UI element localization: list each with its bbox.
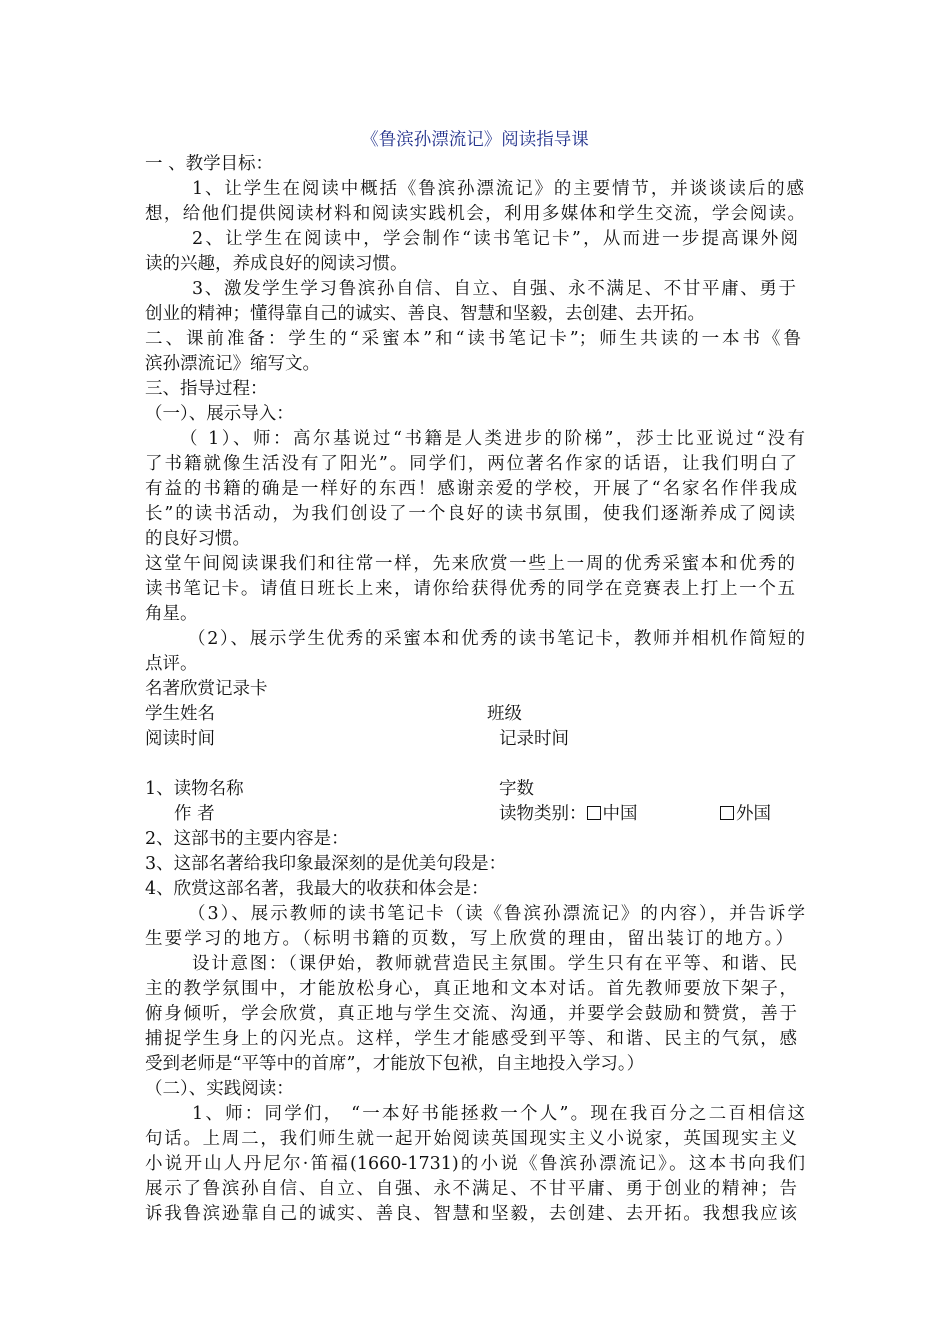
paragraph-line: 主的教学氛围中，才能放松身心，真正地和文本对话。首先教师要放下架子， bbox=[145, 979, 797, 999]
paragraph-line: 生要学习的地方。（标明书籍的页数，写上欣赏的理由，留出装订的地方。） bbox=[145, 929, 793, 949]
card-book-name: 1、读物名称 bbox=[145, 779, 244, 799]
paragraph-line: 设计意图：（课伊始，教师就营造民主氛围。学生只有在平等、和谐、民 bbox=[192, 954, 797, 974]
paragraph-line: （2）、展示学生优秀的采蜜本和优秀的读书笔记卡，教师并相机作简短的 bbox=[188, 629, 805, 649]
paragraph-line: 读书笔记卡。请值日班长上来，请你给获得优秀的同学在竞赛表上打上一个五 bbox=[145, 579, 795, 599]
paragraph-line: 受到老师是“平等中的首席”，才能放下包袱，自主地投入学习。） bbox=[145, 1054, 645, 1074]
section-heading-2: 二、课前准备：学生的“采蜜本”和“读书笔记卡”；师生共读的一本书《鲁 bbox=[145, 329, 801, 349]
paragraph-line: 点评。 bbox=[145, 654, 198, 674]
card-record-time: 记录时间 bbox=[499, 729, 569, 749]
card-item-2: 2、这部书的主要内容是： bbox=[145, 829, 349, 849]
paragraph-line: 的良好习惯。 bbox=[145, 529, 250, 549]
card-item-3: 3、这部名著给我印象最深刻的是优美句段是： bbox=[145, 854, 507, 874]
paragraph-line: 小说开山人丹尼尔·笛福(1660-1731)的小说《鲁滨孙漂流记》。这本书向我们 bbox=[145, 1154, 805, 1174]
card-category bbox=[499, 802, 638, 827]
paragraph-line: 2、让学生在阅读中，学会制作“读书笔记卡”，从而进一步提高课外阅 bbox=[192, 229, 798, 249]
card-student-name: 学生姓名 bbox=[145, 704, 215, 724]
card-category-label: 读物类别： bbox=[499, 804, 587, 824]
paragraph-line: 1、师：同学们， “一本好书能拯救一个人”。现在我百分之二百相信这 bbox=[192, 1104, 805, 1124]
card-item-4: 4、欣赏这部名著，我最大的收获和体会是： bbox=[145, 879, 489, 899]
paragraph-line: 想，给他们提供阅读材料和阅读实践机会，利用多媒体和学生交流，学会阅读。 bbox=[145, 204, 805, 224]
paragraph-line: 诉我鲁滨逊靠自己的诚实、善良、智慧和坚毅，去创建、去开拓。我想我应该 bbox=[145, 1204, 797, 1224]
card-class: 班级 bbox=[487, 704, 522, 724]
section-heading-3: 三、指导过程： bbox=[145, 379, 268, 399]
document-title: 《鲁滨孙漂流记》阅读指导课 bbox=[361, 130, 589, 150]
paragraph-line: （3）、展示教师的读书笔记卡（读《鲁滨孙漂流记》的内容），并告诉学 bbox=[188, 904, 805, 924]
paragraph-line: （ 1）、师：高尔基说过“书籍是人类进步的阶梯”，莎士比亚说过“没有 bbox=[180, 429, 805, 449]
paragraph-line: 3、激发学生学习鲁滨孙自信、自立、自强、永不满足、不甘平庸、勇于 bbox=[192, 279, 796, 299]
option-china-label: 中国 bbox=[602, 804, 638, 824]
paragraph-line: 有益的书籍的确是一样好的东西！感谢亲爱的学校，开展了“名家名作伴我成 bbox=[145, 479, 797, 499]
option-foreign-label: 外国 bbox=[736, 804, 771, 824]
paragraph-line: 了书籍就像生活没有了阳光”。同学们，两位著名作家的话语，让我们明白了 bbox=[145, 454, 797, 474]
card-reading-time: 阅读时间 bbox=[145, 729, 215, 749]
subsection-heading: （二）、实践阅读： bbox=[145, 1079, 294, 1099]
paragraph-line: 读的兴趣，养成良好的阅读习惯。 bbox=[145, 254, 408, 274]
paragraph-line: 捕捉学生身上的闪光点。这样，学生才能感受到平等、和谐、民主的气氛，感 bbox=[145, 1029, 797, 1049]
checkbox-foreign bbox=[720, 806, 734, 820]
paragraph-line: 俯身倾听，学会欣赏，真正地与学生交流、沟通，并要学会鼓励和赞赏，善于 bbox=[145, 1004, 797, 1024]
paragraph-line: 展示了鲁滨孙自信、自立、自强、永不满足、不甘平庸、勇于创业的精神；告 bbox=[145, 1179, 797, 1199]
paragraph-line: 创业的精神；懂得靠自己的诚实、善良、智慧和坚毅，去创建、去开拓。 bbox=[145, 304, 705, 324]
section-heading-1: 一 、教学目标： bbox=[145, 154, 274, 174]
paragraph-line: 角星。 bbox=[145, 604, 198, 624]
paragraph-line: 这堂午间阅读课我们和往常一样，先来欣赏一些上一周的优秀采蜜本和优秀的 bbox=[145, 554, 795, 574]
card-word-count: 字数 bbox=[499, 779, 534, 799]
card-title: 名著欣赏记录卡 bbox=[145, 679, 268, 699]
card-category-foreign bbox=[720, 802, 771, 827]
card-author: 作 者 bbox=[174, 804, 215, 824]
checkbox-china bbox=[587, 806, 601, 820]
paragraph-line: 长”的读书活动，为我们创设了一个良好的读书氛围，使我们逐渐养成了阅读 bbox=[145, 504, 795, 524]
subsection-heading: （一）、展示导入： bbox=[145, 404, 294, 424]
paragraph-line: 1、让学生在阅读中概括《鲁滨孙漂流记》的主要情节，并谈谈读后的感 bbox=[192, 179, 804, 199]
paragraph-line: 滨孙漂流记》缩写文。 bbox=[145, 354, 320, 374]
paragraph-line: 句话。上周二，我们师生就一起开始阅读英国现实主义小说家，英国现实主义 bbox=[145, 1129, 797, 1149]
